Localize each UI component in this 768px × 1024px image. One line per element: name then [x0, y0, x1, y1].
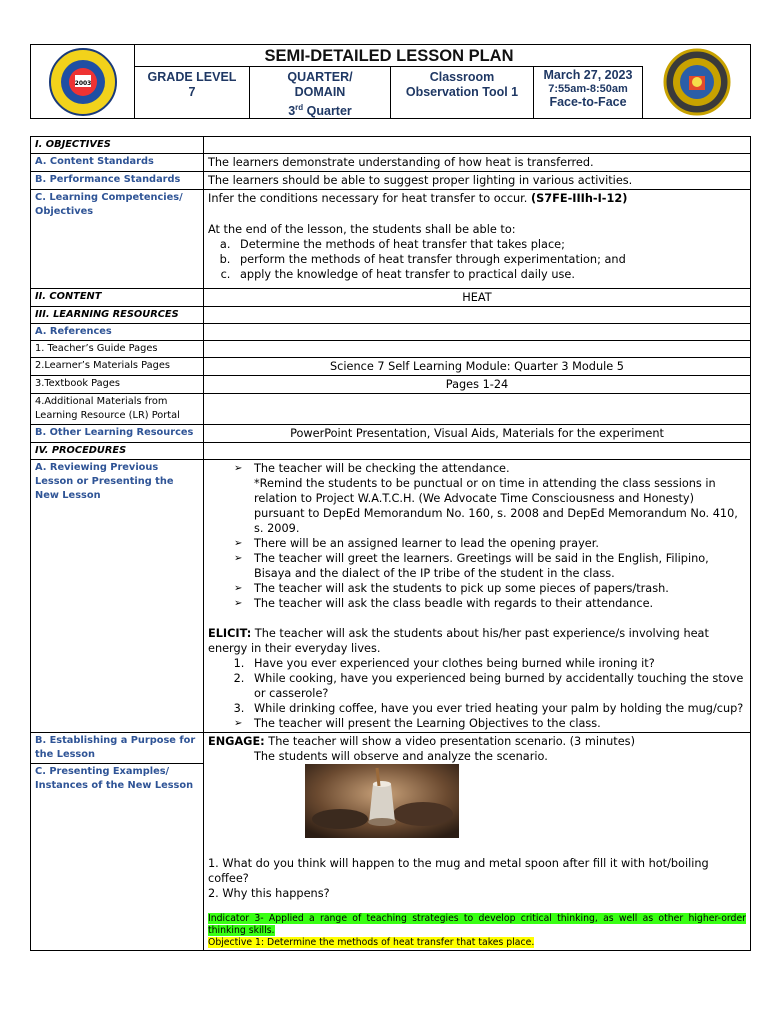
objectives-list	[208, 237, 746, 282]
elicit-question: 3. While drinking coffee, have you ever tried heating your palm by holding the mug/cup?	[248, 701, 746, 716]
review-bullet: ➢ The teacher will greet the learners. Greetings will be said in the English, Filipino, Bisaya and the dialect of the IP tribe of the student in the class.	[234, 551, 746, 581]
lesson-time: 7:55am-8:50am	[548, 83, 628, 95]
svg-text:2003: 2003	[74, 80, 92, 87]
reviewing-lesson-label: A. Reviewing Previous Lesson or Presenting the New Lesson	[31, 460, 204, 733]
lesson-mode: Face-to-Face	[549, 95, 627, 109]
quarter-value: 3rd Quarter	[288, 103, 352, 119]
engage-content	[204, 733, 751, 951]
performance-standards-value: The learners should be able to suggest proper lighting in various activities.	[204, 172, 751, 190]
objective-item: a. Determine the methods of heat transfer that takes place;	[234, 237, 746, 252]
review-bullet: ➢ There will be an assigned learner to lead the opening prayer.	[234, 536, 746, 551]
observation-tool-line2: Observation Tool 1	[405, 85, 519, 99]
school-seal-logo	[643, 45, 750, 118]
competencies-value	[204, 190, 751, 289]
other-resources-label: B. Other Learning Resources	[31, 425, 204, 443]
teachers-guide-label: 1. Teacher’s Guide Pages	[31, 341, 204, 358]
procedures-heading: IV. PROCEDURES	[31, 443, 204, 460]
elicit-paragraph: ELICIT: The teacher will ask the students about his/her past experience/s involving heat energy in their everyday lives.	[208, 627, 709, 655]
textbook-pages-value: Pages 1-24	[204, 376, 751, 394]
lesson-plan-table	[30, 136, 751, 951]
elicit-questions	[208, 656, 746, 716]
engage-paragraph: ENGAGE: The teacher will show a video presentation scenario. (3 minutes)	[208, 735, 635, 748]
objectives-heading: I. OBJECTIVES	[31, 137, 204, 154]
references-label: A. References	[31, 324, 204, 341]
review-bullet: ➢ The teacher will be checking the attendance. *Remind the students to be punctual or on time in attending the class sessions in relation to Project W.A.T.C.H. (We Advocate Time Consciousness and Honesty) pursuant to DepEd Memorandum No. 160, s. 2008 and DepEd Memorandum No. 410, s. 2009.	[234, 461, 746, 536]
observation-tool-line1: Classroom	[429, 70, 495, 84]
review-bullet: ➢ The teacher will ask the students to pick up some pieces of papers/trash.	[234, 581, 746, 596]
performance-standards-label: B. Performance Standards	[31, 172, 204, 190]
review-bullet: ➢ The teacher will ask the class beadle with regards to their attendance.	[234, 596, 746, 611]
quarter-cell	[250, 67, 391, 118]
lesson-plan-title: SEMI-DETAILED LESSON PLAN	[135, 45, 643, 67]
deped-division-logo	[31, 45, 135, 118]
lesson-plan-header	[30, 44, 751, 119]
engage-question-1: 1. What do you think will happen to the mug and metal spoon after fill it with hot/boiling coffee?	[208, 857, 709, 885]
additional-materials-label: 4.Additional Materials from Learning Resource (LR) Portal	[31, 394, 204, 425]
date-cell	[534, 67, 643, 118]
elicit-question: 2. While cooking, have you experienced being burned by accidentally touching the stove or casserole?	[248, 671, 746, 701]
learners-materials-label: 2.Learner’s Materials Pages	[31, 358, 204, 376]
content-standards-label: A. Content Standards	[31, 154, 204, 172]
objective-item: b. perform the methods of heat transfer through experimentation; and	[234, 252, 746, 267]
grade-level-cell	[135, 67, 250, 118]
engage-question-2: 2. Why this happens?	[208, 887, 330, 900]
domain-label: DOMAIN	[294, 85, 346, 99]
competency-code: (S7FE-IIIh-I-12)	[530, 192, 628, 205]
content-standards-value: The learners demonstrate understanding of how heat is transferred.	[204, 154, 751, 172]
coffee-mug-video-image	[305, 764, 459, 838]
reviewing-lesson-content	[204, 460, 751, 733]
review-bullets	[208, 461, 746, 611]
observation-tool-cell	[391, 67, 534, 118]
examples-label: C. Presenting Examples/ Instances of the New Lesson	[31, 764, 204, 951]
lesson-date: March 27, 2023	[543, 68, 633, 82]
other-resources-value: PowerPoint Presentation, Visual Aids, Materials for the experiment	[204, 425, 751, 443]
textbook-pages-label: 3.Textbook Pages	[31, 376, 204, 394]
purpose-label: B. Establishing a Purpose for the Lesson	[31, 733, 204, 764]
grade-level-label: GRADE LEVEL	[147, 70, 237, 84]
learners-materials-value: Science 7 Self Learning Module: Quarter 3 Module 5	[204, 358, 751, 376]
end-of-lesson-intro: At the end of the lesson, the students shall be able to:	[208, 223, 516, 236]
quarter-label: QUARTER/	[287, 70, 353, 84]
content-heading: II. CONTENT	[31, 289, 204, 307]
competencies-label: C. Learning Competencies/ Objectives	[31, 190, 204, 289]
learning-resources-heading: III. LEARNING RESOURCES	[31, 307, 204, 324]
grade-level-value: 7	[188, 85, 196, 99]
final-review-bullet	[208, 716, 746, 731]
objective-note: Objective 1: Determine the methods of heat transfer that takes place.	[208, 937, 535, 948]
objective-item: c. apply the knowledge of heat transfer to practical daily use.	[234, 267, 746, 282]
deped-logo-cell	[31, 45, 135, 118]
school-seal-cell	[643, 45, 750, 118]
elicit-question: 1. Have you ever experienced your clothes being burned while ironing it?	[248, 656, 746, 671]
indicator-note: Indicator 3- Applied a range of teaching strategies to develop critical thinking, as well as other higher-order thinking skills.	[208, 913, 746, 936]
review-bullet: ➢ The teacher will present the Learning Objectives to the class.	[234, 716, 746, 731]
punctuality-reminder: *Remind the students to be punctual or on time in attending the class sessions in relation to Project W.A.T.C.H. (We Advocate Time Consciousness and Honesty) pursuant to DepEd Memorandum No. 160, s. 2008 and DepEd Memorandum No. 410, s. 2009.	[254, 477, 738, 535]
engage-observe: The students will observe and analyze the scenario.	[254, 750, 548, 763]
competency-text: Infer the conditions necessary for heat transfer to occur.	[208, 192, 531, 205]
content-value: HEAT	[204, 289, 751, 307]
